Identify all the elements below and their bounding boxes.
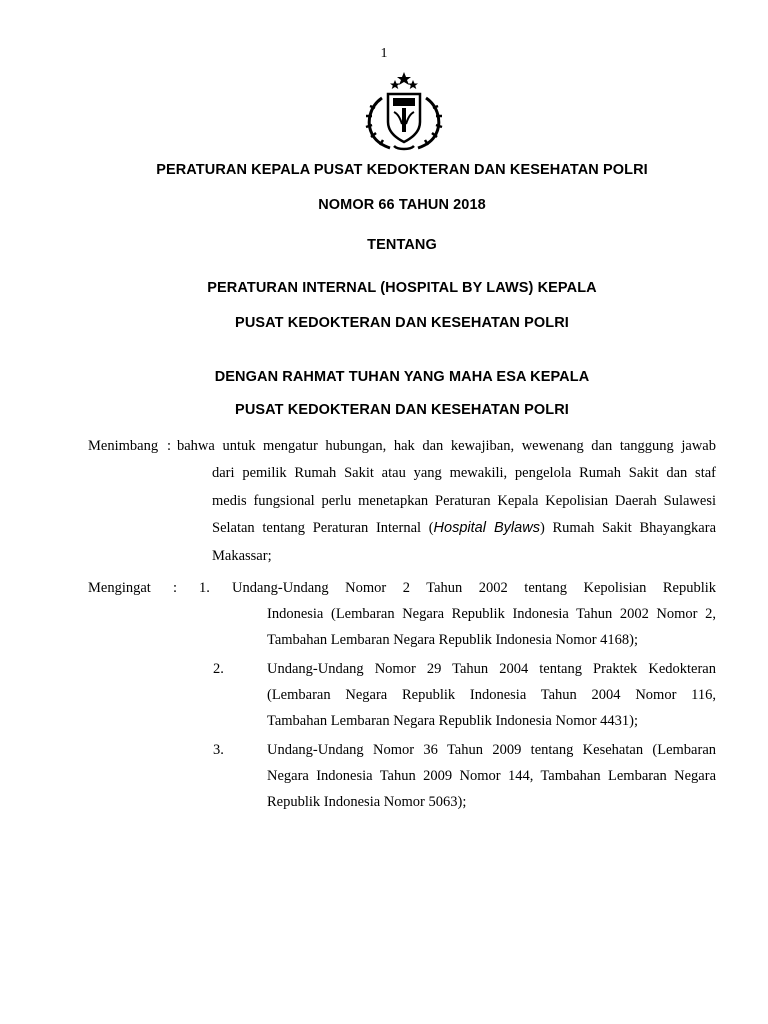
mengingat-label: Mengingat — [88, 580, 151, 596]
menimbang-line-3: medis fungsional perlu menetapkan Peraturan Kepala Kepolisian Daerah Sulawesi — [212, 492, 716, 509]
regulation-about: TENTANG — [367, 237, 437, 253]
regulation-subject-line1: PERATURAN INTERNAL (HOSPITAL BY LAWS) KEPALA — [207, 280, 597, 296]
menimbang-line-4-pre: Selatan tentang Peraturan Internal ( — [212, 520, 434, 537]
menimbang-italic-term: Hospital Bylaws — [433, 520, 540, 537]
menimbang-line-2: dari pemilik Rumah Sakit atau yang mewakili, pengelola Rumah Sakit dan staf — [212, 465, 716, 482]
mengingat-item-3-line-3: Republik Indonesia Nomor 5063); — [267, 794, 467, 810]
mengingat-item-1-line-2: Indonesia (Lembaran Negara Republik Indonesia Tahun 2002 Nomor 2, — [267, 606, 716, 622]
preamble-line1: DENGAN RAHMAT TUHAN YANG MAHA ESA KEPALA — [214, 369, 590, 385]
mengingat-item-3-line-2: Negara Indonesia Tahun 2009 Nomor 144, Tambahan Lembaran Negara — [267, 768, 716, 784]
menimbang-label: Menimbang — [88, 438, 159, 454]
mengingat-section — [0, 575, 768, 825]
mengingat-item-2-line-3: Tambahan Lembaran Negara Republik Indonesia Nomor 4431); — [267, 713, 639, 729]
mengingat-item-1-line-1: Undang-Undang Nomor 2 Tahun 2002 tentang Kepolisian Republik — [232, 580, 716, 596]
mengingat-item-number: 1. — [199, 580, 210, 596]
preamble-line2: PUSAT KEDOKTERAN DAN KESEHATAN POLRI — [235, 402, 569, 418]
menimbang-line-5: Makassar; — [212, 547, 272, 564]
mengingat-item-2-line-2: (Lembaran Negara Republik Indonesia Tahun 2004 Nomor 116, — [267, 687, 716, 703]
menimbang-section — [0, 433, 768, 568]
mengingat-item-3-line-1: Undang-Undang Nomor 36 Tahun 2009 tentang Kesehatan (Lembaran — [267, 742, 716, 758]
menimbang-colon: : — [167, 438, 172, 454]
regulation-title: PERATURAN KEPALA PUSAT KEDOKTERAN DAN KESEHATAN POLRI — [156, 162, 648, 178]
mengingat-colon: : — [173, 580, 178, 596]
page-number: 1 — [380, 46, 388, 61]
menimbang-line-4 — [212, 515, 716, 542]
mengingat-item-1-line-3: Tambahan Lembaran Negara Republik Indonesia Nomor 4168); — [267, 632, 639, 648]
mengingat-item-2-line-1: Undang-Undang Nomor 29 Tahun 2004 tentang Praktek Kedokteran — [267, 661, 716, 677]
menimbang-line-1: bahwa untuk mengatur hubungan, hak dan kewajiban, wewenang dan tanggung jawab — [177, 438, 716, 454]
police-emblem-icon — [358, 70, 450, 152]
mengingat-item-number: 3. — [213, 742, 224, 758]
menimbang-line-4-post: ) Rumah Sakit Bhayangkara — [539, 520, 717, 537]
regulation-number: NOMOR 66 TAHUN 2018 — [318, 197, 486, 213]
regulation-subject-line2: PUSAT KEDOKTERAN DAN KESEHATAN POLRI — [235, 315, 569, 331]
mengingat-item-number: 2. — [213, 661, 224, 677]
